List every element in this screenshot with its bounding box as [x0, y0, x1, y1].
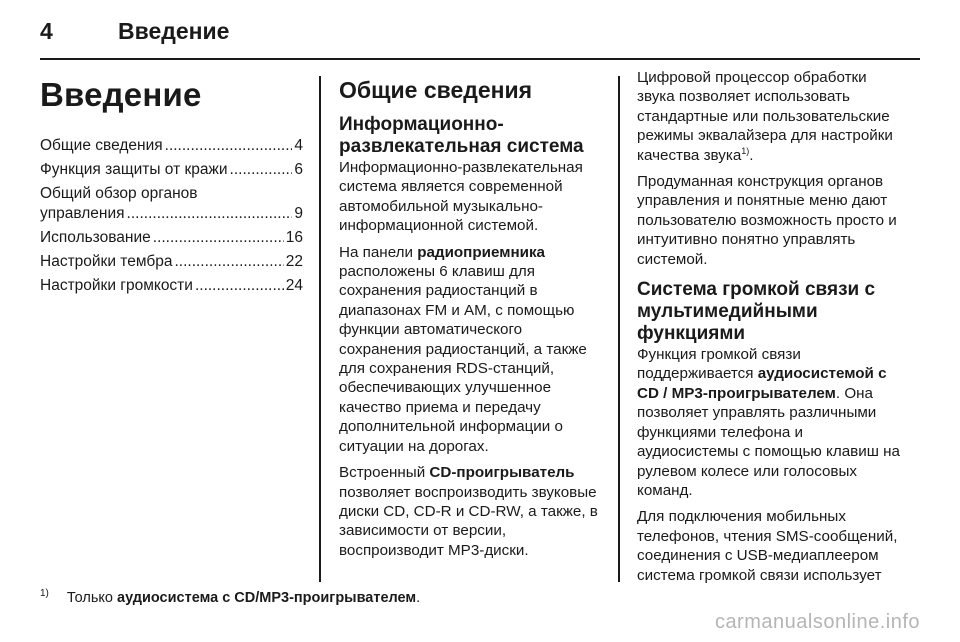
emphasis: аудиосистема с CD/MP3-проигрывателем	[117, 590, 417, 606]
toc-leader	[230, 160, 293, 180]
paragraph: Функция громкой связи поддерживается аудиосистемой с CD / MP3-проигрывателем. Она позволяет управлять различными функциями телефона и аудиосистемы с помощью клавиш на рулевом колесе или голосовых команд.	[637, 346, 900, 499]
paragraph: Информационно-развлекательная система является современной автомобильной музыкально-информационной системой.	[339, 159, 583, 235]
toc-entry[interactable]	[40, 228, 303, 248]
toc-leader	[195, 276, 284, 296]
toc-leader	[174, 252, 283, 272]
column-divider-2	[618, 76, 620, 582]
emphasis: аудиосистемой с CD / MP3-проигрывателем	[637, 365, 887, 402]
toc-entry-page: 9	[294, 205, 303, 222]
toc-entry[interactable]	[40, 184, 303, 224]
page-header	[40, 14, 920, 60]
toc-entry-title: Использование	[40, 229, 151, 246]
watermark: carmanualsonline.info	[714, 611, 920, 633]
subsection-title: Система громкой связи с мультимедийными функциями	[637, 279, 876, 345]
footnote: $^{1)}$ Только аудиосистема с CD/MP3-проигрывателем.	[40, 588, 421, 606]
footnote-mark: 1)	[40, 588, 49, 599]
paragraph: Для подключения мобильных телефонов, чтения SMS-сообщений, соединения с USB-медиаплеером система громкой связи использует	[637, 508, 898, 584]
toc-entry[interactable]	[40, 276, 303, 296]
general-info-column	[339, 64, 604, 567]
toc-entry-page: 22	[285, 253, 303, 270]
continued-column	[637, 68, 907, 592]
toc-leader	[165, 136, 293, 156]
paragraph: На панели радиоприемника расположены 6 клавиш для сохранения радиостанций в диапазонах FM и AM, с помощью функции автоматического сохранения радиостанций, а также для сохранения RDS-станций, обеспечивающих улучшенное качество приема и передачу дополнительной информации о ситуации на дорогах.	[339, 243, 587, 455]
toc-entry-title: управления	[40, 205, 125, 222]
running-title: Введение	[118, 18, 230, 44]
footnote-reference: 1)	[741, 145, 750, 156]
page-number: 4	[40, 18, 53, 44]
toc-column	[40, 64, 303, 300]
toc-leader	[153, 228, 284, 248]
table-of-contents	[40, 136, 303, 296]
toc-entry-title: Общие сведения	[40, 137, 163, 154]
toc-entry-title: Функция защиты от кражи	[40, 161, 228, 178]
paragraph: Цифровой процессор обработки звука позволяет использовать стандартные или пользовательские режимы эквалайзера для настройки качества звука$^{1)}$.	[637, 69, 893, 164]
toc-entry-page: 6	[294, 161, 303, 178]
column-divider-1	[319, 76, 321, 582]
toc-entry-title: Настройки громкости	[40, 277, 193, 294]
toc-entry-title-line1: Общий обзор органов	[40, 185, 198, 202]
toc-entry-title: Настройки тембра	[40, 253, 173, 270]
toc-entry-page: 16	[285, 229, 303, 246]
toc-leader	[127, 204, 293, 224]
paragraph: Продуманная конструкция органов управления и понятные меню дают пользователю возможность просто и интуитивно понятно управлять системой.	[637, 173, 897, 268]
emphasis: CD-проигрыватель	[429, 464, 575, 482]
chapter-title: Введение	[40, 76, 202, 113]
toc-entry-page: 4	[294, 137, 303, 154]
toc-entry[interactable]	[40, 160, 303, 180]
paragraph: Встроенный CD-проигрыватель позволяет воспроизводить звуковые диски CD, CD-R и CD-RW, а также, в зависимости от версии, воспроизводит MP3-диски.	[339, 464, 598, 559]
section-title: Общие сведения	[339, 77, 533, 103]
header-rule	[40, 58, 920, 60]
toc-entry[interactable]	[40, 252, 303, 272]
subsection-title: Информационно-развлекательная система	[339, 114, 584, 157]
toc-entry[interactable]	[40, 136, 303, 156]
toc-entry-page: 24	[285, 277, 303, 294]
emphasis: радиоприемника	[417, 243, 546, 261]
